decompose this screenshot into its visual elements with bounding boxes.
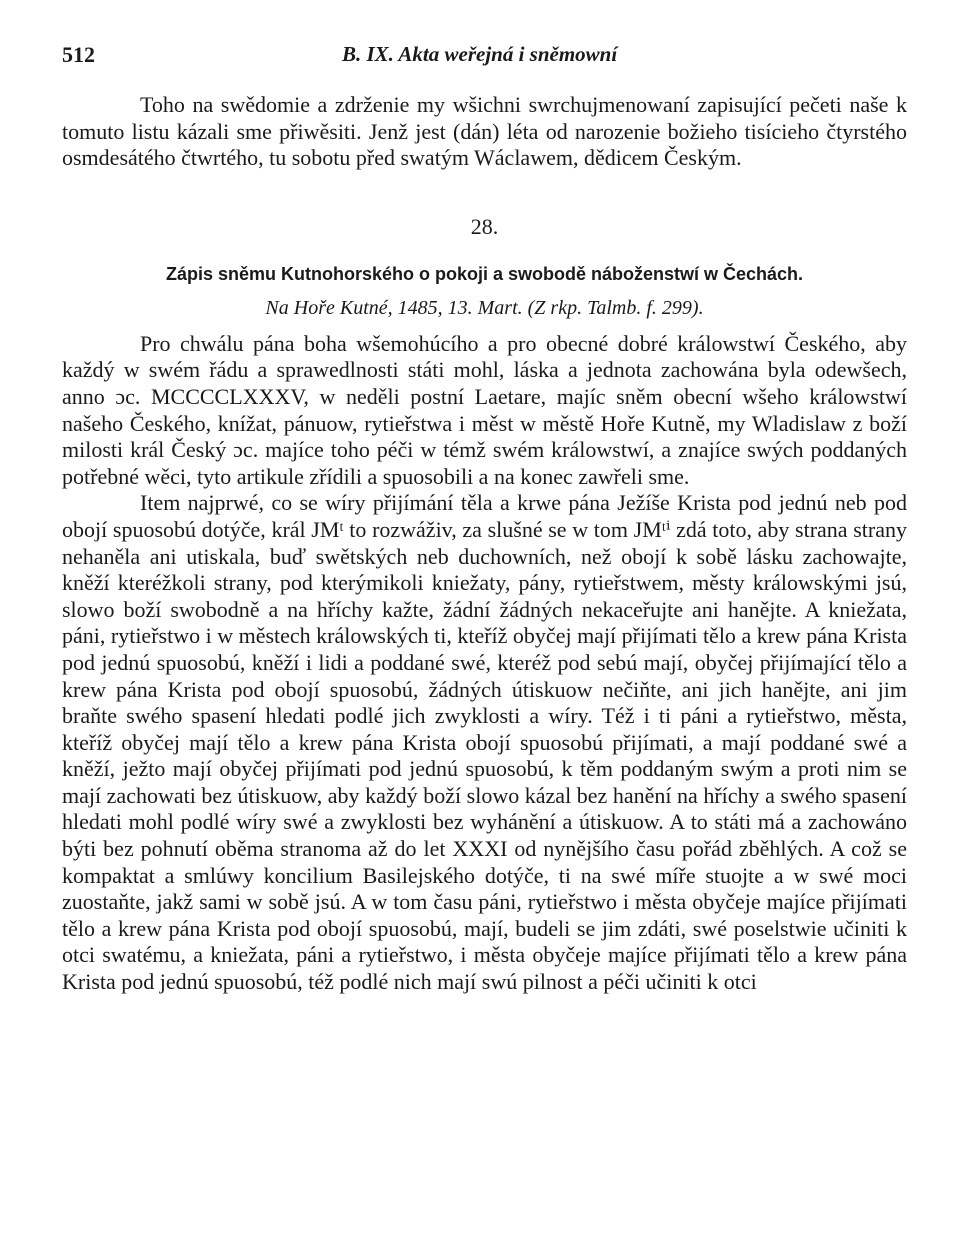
running-title: B. IX. Akta weřejná i sněmowní: [342, 42, 618, 66]
page-number: 512: [62, 42, 95, 67]
document-source-line: Na Hoře Kutné, 1485, 13. Mart. (Z rkp. Talmb. f. 299).: [265, 296, 704, 319]
document-body: [62, 331, 907, 996]
body-paragraph: Item najprwé, co se wíry přijímání těla a krwe pána Ježíše Krista pod jednú neb pod obojí spuosobú dotýče, král JMᵗ to rozwáživ, za slušné se w tom JMᵗⁱ zdá toto, aby strana strany nehaněla ani utiskala, buď swětských neb duchowních, než obojí k sobě lásku zachowajte, kněží kteréžkoli strany, pod kterýmikoli kniežaty, pány, rytieřstwem, městy králowskými jsú, slowo boží swobodně a na hříchy kažte, žádní žádných nekaceřujte ani hanějte. A kniežata, páni, rytieřstwo i w městech králowských ti, kteříž obyčej mají přijímati tělo a krew pána Krista pod jednú spuosobú, kněží i lidi a poddané swé, kteréž pod sebú mají, obyčej přijímající tělo a krew pána Krista pod obojí spuosobú, žádných útiskuow nečiňte, ani jich hanějte, ani jim braňte swého spasení hledati podlé jich zwyklosti a wíry. Též i ti páni a rytieřstwo, města, kteříž obyčej mají tělo a krew pána Krista obojí spuosobú přijímati, a mají poddané swé a kněží, ježto mají obyčej přijímati pod jednú spuosobú, k těm poddaným swým a proti nim se mají zachowati bez útiskuow, aby každý boží slowo kázal bez hanění na hříchy a swého spasení hledati mohl podlé wíry swé a zwyklosti bez wyhánění a útiskuow. A to státi má a zachowáno býti bez pohnutí oběma stranoma až do let XXXI od nynějšího času pořád zběhlých. A což se kompaktat a smlúwy koncilium Basilejského dotýče, ti na swé míře stuojte a w swé moci zuostaňte, jakž sami w sobě jsú. A w tom času páni, rytieřstwo i města obyčeje majíce přijímati tělo a krew pána Krista pod obojí spuosobú, mají, budeli se jim zdáti, swé poselstwie učiniti k otci swatému, a kniežata, páni a rytieřstwo, i města obyčeje majíce přijímati tělo a krew pána Krista pod jednú spuosobú, též podlé nich mají swú pilnost a péči učiniti k otci: [62, 490, 907, 995]
intro-paragraph: Toho na swědomie a zdrženie my wšichni swrchujmenowaní zapisující pečeti naše k tomuto listu kázali sme přiwěsiti. Jenž jest (dán) léta od narozenie božieho tisícieho čtyrstého osmdesátého čtwrtého, tu sobotu před swatým Wáclawem, dědicem Českým.: [62, 92, 907, 171]
body-paragraph: Pro chwálu pána boha wšemohúcího a pro obecné dobré králowstwí Českého, aby každý w swém řádu a sprawedlnosti státi mohl, láska a jednota zachowána byla odewšech, anno ɔc. MCCCCLXXXV, w neděli postní Laetare, majíc sněm obecní wšeho králowstwí našeho Českého, knížat, pánuow, rytieřstwa i měst w městě Hoře Kutně, my Wladislaw z boží milosti král Český ɔc. majíce toho péči w témž swém králowstwí, a znajíce swých poddaných potřebné wěci, tyto artikule zřídili a spuosobili a na konec zawřeli sme.: [62, 330, 907, 489]
document-heading: Zápis sněmu Kutnohorského o pokoji a swobodě náboženstwí w Čechách.: [165, 263, 804, 284]
book-page: [62, 42, 907, 996]
running-head: [62, 42, 907, 74]
document-number: 28.: [470, 213, 499, 239]
